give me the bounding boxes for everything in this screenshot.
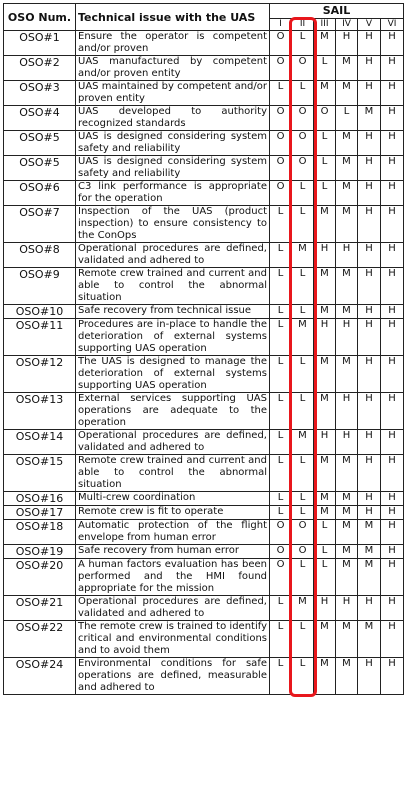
robustness-level: M — [292, 596, 314, 621]
robustness-level: H — [381, 559, 404, 596]
technical-issue: Procedures are in-place to handle the deterioration of external systems supporting UAS operation — [76, 319, 270, 356]
technical-issue: UAS is designed considering system safety and reliability — [76, 156, 270, 181]
oso-number: OSO#4 — [4, 106, 76, 131]
oso-number: OSO#12 — [4, 356, 76, 393]
robustness-level: H — [381, 156, 404, 181]
robustness-level: H — [381, 520, 404, 545]
header-sail-level: II — [292, 19, 314, 31]
oso-number: OSO#6 — [4, 181, 76, 206]
robustness-level: H — [381, 455, 404, 492]
oso-number: OSO#10 — [4, 305, 76, 319]
robustness-level: H — [358, 156, 381, 181]
robustness-level: M — [336, 131, 358, 156]
robustness-level: O — [292, 106, 314, 131]
table-row — [4, 520, 404, 545]
robustness-level: H — [381, 430, 404, 455]
robustness-level: H — [358, 181, 381, 206]
robustness-level: O — [292, 56, 314, 81]
robustness-level: L — [314, 131, 336, 156]
header-oso-num: OSO Num. — [4, 4, 76, 31]
technical-issue: Remote crew trained and current and able to control the abnormal situation — [76, 268, 270, 305]
technical-issue: Remote crew trained and current and able to control the abnormal situation — [76, 455, 270, 492]
robustness-level: H — [314, 319, 336, 356]
header-sail-level: VI — [381, 19, 404, 31]
header-sail-level: III — [314, 19, 336, 31]
table-row — [4, 455, 404, 492]
robustness-level: L — [270, 305, 292, 319]
robustness-level: H — [358, 596, 381, 621]
robustness-level: M — [314, 492, 336, 506]
table-body — [4, 31, 404, 695]
robustness-level: H — [358, 268, 381, 305]
technical-issue: UAS developed to authority recognized standards — [76, 106, 270, 131]
robustness-level: H — [336, 31, 358, 56]
robustness-level: M — [314, 31, 336, 56]
technical-issue: The remote crew is trained to identify critical and environmental conditions and to avoid them — [76, 621, 270, 658]
robustness-level: M — [314, 81, 336, 106]
technical-issue: A human factors evaluation has been performed and the HMI found appropriate for the mission — [76, 559, 270, 596]
robustness-level: H — [358, 356, 381, 393]
robustness-level: H — [381, 181, 404, 206]
robustness-level: H — [381, 393, 404, 430]
table-row — [4, 492, 404, 506]
robustness-level: H — [381, 621, 404, 658]
table-row — [4, 81, 404, 106]
oso-number: OSO#21 — [4, 596, 76, 621]
robustness-level: L — [270, 455, 292, 492]
robustness-level: L — [292, 31, 314, 56]
robustness-level: O — [292, 156, 314, 181]
robustness-level: M — [358, 621, 381, 658]
header-sail: SAIL — [270, 4, 404, 19]
table-row — [4, 305, 404, 319]
robustness-level: M — [292, 319, 314, 356]
robustness-level: L — [270, 506, 292, 520]
table-row — [4, 506, 404, 520]
robustness-level: M — [358, 559, 381, 596]
oso-number: OSO#9 — [4, 268, 76, 305]
robustness-level: M — [336, 181, 358, 206]
table-row — [4, 206, 404, 243]
robustness-level: L — [270, 430, 292, 455]
technical-issue: UAS manufactured by competent and/or proven entity — [76, 56, 270, 81]
robustness-level: O — [270, 545, 292, 559]
robustness-level: M — [358, 106, 381, 131]
oso-number: OSO#1 — [4, 31, 76, 56]
robustness-level: L — [270, 243, 292, 268]
robustness-level: L — [292, 181, 314, 206]
technical-issue: External services supporting UAS operations are adequate to the operation — [76, 393, 270, 430]
oso-number: OSO#11 — [4, 319, 76, 356]
robustness-level: O — [292, 131, 314, 156]
robustness-level: H — [358, 31, 381, 56]
robustness-level: L — [336, 106, 358, 131]
robustness-level: M — [314, 455, 336, 492]
robustness-level: H — [381, 243, 404, 268]
robustness-level: L — [270, 356, 292, 393]
technical-issue: Safe recovery from human error — [76, 545, 270, 559]
technical-issue: Ensure the operator is competent and/or proven — [76, 31, 270, 56]
robustness-level: H — [381, 206, 404, 243]
robustness-level: L — [314, 520, 336, 545]
robustness-level: H — [358, 131, 381, 156]
robustness-level: L — [292, 559, 314, 596]
robustness-level: H — [358, 455, 381, 492]
robustness-level: M — [336, 658, 358, 695]
robustness-level: L — [292, 206, 314, 243]
technical-issue: Operational procedures are defined, validated and adhered to — [76, 430, 270, 455]
robustness-level: O — [270, 131, 292, 156]
robustness-level: L — [292, 658, 314, 695]
robustness-level: M — [314, 305, 336, 319]
technical-issue: UAS is designed considering system safety and reliability — [76, 131, 270, 156]
robustness-level: H — [381, 545, 404, 559]
robustness-level: M — [292, 243, 314, 268]
robustness-level: H — [381, 31, 404, 56]
robustness-level: L — [314, 545, 336, 559]
robustness-level: H — [381, 81, 404, 106]
robustness-level: L — [270, 206, 292, 243]
robustness-level: O — [270, 520, 292, 545]
robustness-level: H — [358, 506, 381, 520]
robustness-level: M — [336, 621, 358, 658]
oso-number: OSO#15 — [4, 455, 76, 492]
robustness-level: H — [381, 356, 404, 393]
robustness-level: M — [314, 206, 336, 243]
robustness-level: H — [358, 319, 381, 356]
robustness-level: M — [336, 545, 358, 559]
robustness-level: H — [336, 430, 358, 455]
robustness-level: H — [381, 56, 404, 81]
oso-number: OSO#8 — [4, 243, 76, 268]
robustness-level: H — [381, 658, 404, 695]
robustness-level: M — [336, 156, 358, 181]
robustness-level: H — [358, 393, 381, 430]
oso-number: OSO#20 — [4, 559, 76, 596]
robustness-level: L — [270, 81, 292, 106]
robustness-level: H — [381, 492, 404, 506]
oso-number: OSO#19 — [4, 545, 76, 559]
robustness-level: M — [336, 492, 358, 506]
robustness-level: O — [270, 56, 292, 81]
robustness-level: H — [358, 658, 381, 695]
robustness-level: M — [336, 56, 358, 81]
robustness-level: L — [292, 305, 314, 319]
robustness-level: M — [314, 393, 336, 430]
robustness-level: L — [292, 268, 314, 305]
robustness-level: H — [381, 506, 404, 520]
oso-number: OSO#5 — [4, 131, 76, 156]
table-row — [4, 156, 404, 181]
oso-number: OSO#18 — [4, 520, 76, 545]
oso-number: OSO#17 — [4, 506, 76, 520]
table-row — [4, 243, 404, 268]
table-row — [4, 658, 404, 695]
robustness-level: L — [314, 181, 336, 206]
robustness-level: O — [270, 31, 292, 56]
robustness-level: H — [336, 319, 358, 356]
table-row — [4, 106, 404, 131]
robustness-level: H — [358, 56, 381, 81]
oso-number: OSO#14 — [4, 430, 76, 455]
robustness-level: H — [358, 305, 381, 319]
oso-number: OSO#5 — [4, 156, 76, 181]
oso-number: OSO#13 — [4, 393, 76, 430]
table-row — [4, 545, 404, 559]
robustness-level: M — [314, 356, 336, 393]
robustness-level: L — [292, 621, 314, 658]
robustness-level: L — [292, 506, 314, 520]
robustness-level: M — [336, 206, 358, 243]
robustness-level: L — [314, 559, 336, 596]
robustness-level: M — [314, 658, 336, 695]
oso-number: OSO#22 — [4, 621, 76, 658]
robustness-level: L — [270, 319, 292, 356]
table-row — [4, 319, 404, 356]
robustness-level: H — [381, 131, 404, 156]
robustness-level: H — [381, 268, 404, 305]
robustness-level: H — [314, 243, 336, 268]
table-header — [4, 4, 404, 31]
robustness-level: O — [270, 181, 292, 206]
robustness-level: O — [292, 520, 314, 545]
table-row — [4, 393, 404, 430]
oso-number: OSO#2 — [4, 56, 76, 81]
robustness-level: H — [358, 243, 381, 268]
robustness-level: M — [336, 81, 358, 106]
oso-number: OSO#24 — [4, 658, 76, 695]
technical-issue: Inspection of the UAS (product inspection) to ensure consistency to the ConOps — [76, 206, 270, 243]
technical-issue: C3 link performance is appropriate for the operation — [76, 181, 270, 206]
robustness-level: H — [358, 492, 381, 506]
robustness-level: M — [336, 268, 358, 305]
robustness-level: L — [270, 658, 292, 695]
table-row — [4, 181, 404, 206]
robustness-level: O — [270, 156, 292, 181]
robustness-level: H — [336, 243, 358, 268]
robustness-level: M — [336, 356, 358, 393]
robustness-level: M — [358, 545, 381, 559]
oso-sail-table — [3, 3, 404, 695]
robustness-level: H — [381, 596, 404, 621]
robustness-level: H — [336, 596, 358, 621]
robustness-level: H — [314, 596, 336, 621]
table-row — [4, 56, 404, 81]
robustness-level: L — [270, 596, 292, 621]
robustness-level: L — [292, 492, 314, 506]
robustness-level: L — [270, 492, 292, 506]
robustness-level: H — [381, 319, 404, 356]
technical-issue: Operational procedures are defined, validated and adhered to — [76, 243, 270, 268]
table-row — [4, 31, 404, 56]
robustness-level: M — [336, 506, 358, 520]
robustness-level: H — [381, 305, 404, 319]
robustness-level: L — [314, 56, 336, 81]
technical-issue: UAS maintained by competent and/or proven entity — [76, 81, 270, 106]
technical-issue: Remote crew is fit to operate — [76, 506, 270, 520]
robustness-level: L — [292, 455, 314, 492]
robustness-level: H — [314, 430, 336, 455]
oso-number: OSO#7 — [4, 206, 76, 243]
robustness-level: O — [314, 106, 336, 131]
table-row — [4, 131, 404, 156]
table-row — [4, 596, 404, 621]
robustness-level: L — [292, 81, 314, 106]
oso-number: OSO#16 — [4, 492, 76, 506]
robustness-level: H — [358, 81, 381, 106]
technical-issue: Safe recovery from technical issue — [76, 305, 270, 319]
robustness-level: M — [336, 455, 358, 492]
technical-issue: Operational procedures are defined, validated and adhered to — [76, 596, 270, 621]
technical-issue: Environmental conditions for safe operations are defined, measurable and adhered to — [76, 658, 270, 695]
oso-number: OSO#3 — [4, 81, 76, 106]
robustness-level: M — [314, 621, 336, 658]
robustness-level: M — [292, 430, 314, 455]
technical-issue: Multi-crew coordination — [76, 492, 270, 506]
table-row — [4, 268, 404, 305]
robustness-level: M — [336, 520, 358, 545]
robustness-level: H — [358, 430, 381, 455]
header-sail-level: I — [270, 19, 292, 31]
robustness-level: O — [270, 106, 292, 131]
header-sail-level: IV — [336, 19, 358, 31]
robustness-level: O — [270, 559, 292, 596]
robustness-level: L — [270, 268, 292, 305]
technical-issue: The UAS is designed to manage the deterioration of external systems supporting UAS operation — [76, 356, 270, 393]
header-technical-issue: Technical issue with the UAS — [76, 4, 270, 31]
robustness-level: H — [336, 393, 358, 430]
table-row — [4, 621, 404, 658]
robustness-level: M — [336, 305, 358, 319]
robustness-level: O — [292, 545, 314, 559]
robustness-level: M — [314, 268, 336, 305]
robustness-level: L — [314, 156, 336, 181]
robustness-level: M — [336, 559, 358, 596]
robustness-level: M — [314, 506, 336, 520]
table-row — [4, 559, 404, 596]
robustness-level: L — [292, 393, 314, 430]
robustness-level: L — [292, 356, 314, 393]
robustness-level: L — [270, 621, 292, 658]
robustness-level: H — [358, 206, 381, 243]
robustness-level: H — [381, 106, 404, 131]
table-row — [4, 430, 404, 455]
technical-issue: Automatic protection of the flight envelope from human error — [76, 520, 270, 545]
robustness-level: L — [270, 393, 292, 430]
header-sail-level: V — [358, 19, 381, 31]
table-row — [4, 356, 404, 393]
robustness-level: M — [358, 520, 381, 545]
